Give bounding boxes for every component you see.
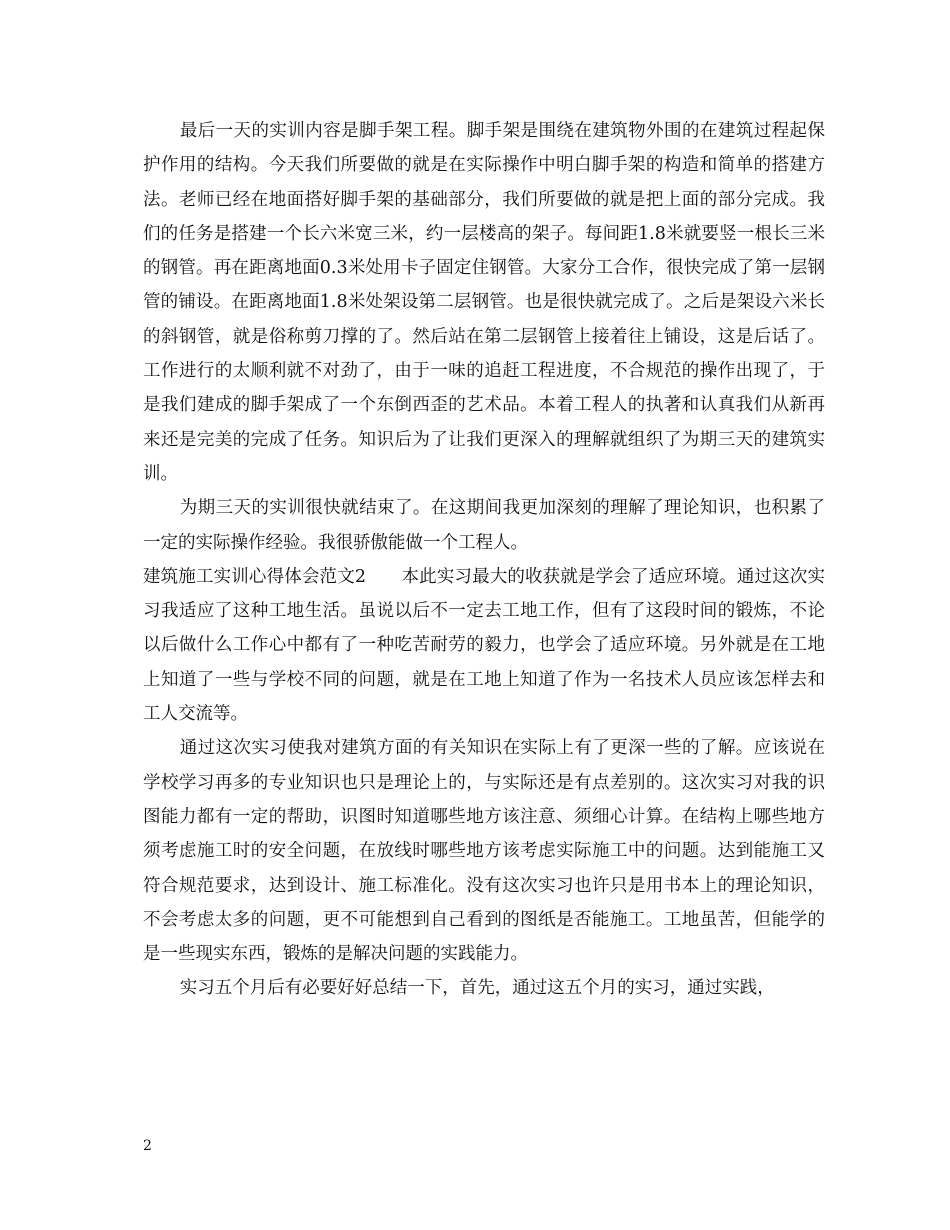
- paragraph-scaffolding: 最后一天的实训内容是脚手架工程。脚手架是围绕在建筑物外围的在建筑过程起保护作用的结构。今天我们所要做的就是在实际操作中明白脚手架的构造和简单的搭建方法。老师已经在地面搭好脚手架的基础部分，我们所要做的就是把上面的部分完成。我们的任务是搭建一个长六米宽三米，约一层楼高的架子。每间距1.8米就要竖一根长三米的钢管。再在距离地面0.3米处用卡子固定住钢管。大家分工合作，很快完成了第一层钢管的铺设。在距离地面1.8米处架设第二层钢管。也是很快就完成了。之后是架设六米长的斜钢管，就是俗称剪刀撑的了。然后站在第二层钢管上接着往上铺设，这是后话了。工作进行的太顺利就不对劲了，由于一味的追赶工程进度，不合规范的操作出现了，于是我们建成的脚手架成了一个东倒西歪的艺术品。本着工程人的执著和认真我们从新再来还是完美的完成了任务。知识后为了让我们更深入的理解就组织了为期三天的建筑实训。: [143, 121, 825, 484]
- section-heading: 建筑施工实训心得体会范文2: [143, 566, 366, 587]
- paragraph-knowledge: 通过这次实习使我对建筑方面的有关知识在实际上有了更深一些的了解。应该说在学校学习再多的专业知识也只是理论上的，与实际还是有点差别的。这次实习对我的识图能力都有一定的帮助，识图时知道哪些地方该注意、须细心计算。在结构上哪些地方须考虑施工时的安全问题，在放线时哪些地方该考虑实际施工中的问题。达到能施工又符合规范要求，达到设计、施工标准化。没有这次实习也许只是用书本上的理论知识，不会考虑太多的问题，更不可能想到自己看到的图纸是否能施工。工地虽苦，但能学的是一些现实东西，锻炼的是解决问题的实践能力。: [143, 738, 825, 965]
- paragraph-adapt-environment: 本此实习最大的收获就是学会了适应环境。通过这次实习我适应了这种工地生活。虽说以后不一定去工地工作，但有了这段时间的锻炼，不论以后做什么工作心中都有了一种吃苦耐劳的毅力，也学会了适应环境。另外就是在工地上知道了一些与学校不同的问题，就是在工地上知道了作为一名技术人员应该怎样去和工人交流等。: [143, 566, 825, 725]
- document-body: [143, 114, 825, 1006]
- paragraph-five-months: 实习五个月后有必要好好总结一下，首先，通过这五个月的实习，通过实践，: [179, 978, 775, 999]
- page-number: 2: [143, 1138, 152, 1154]
- heading-spacer: [366, 567, 401, 587]
- heading-paragraph: [143, 560, 825, 731]
- paragraph-training-summary: 为期三天的实训很快就结束了。在这期间我更加深刻的理解了理论知识，也积累了一定的实际操作经验。我很骄傲能做一个工程人。: [143, 498, 825, 553]
